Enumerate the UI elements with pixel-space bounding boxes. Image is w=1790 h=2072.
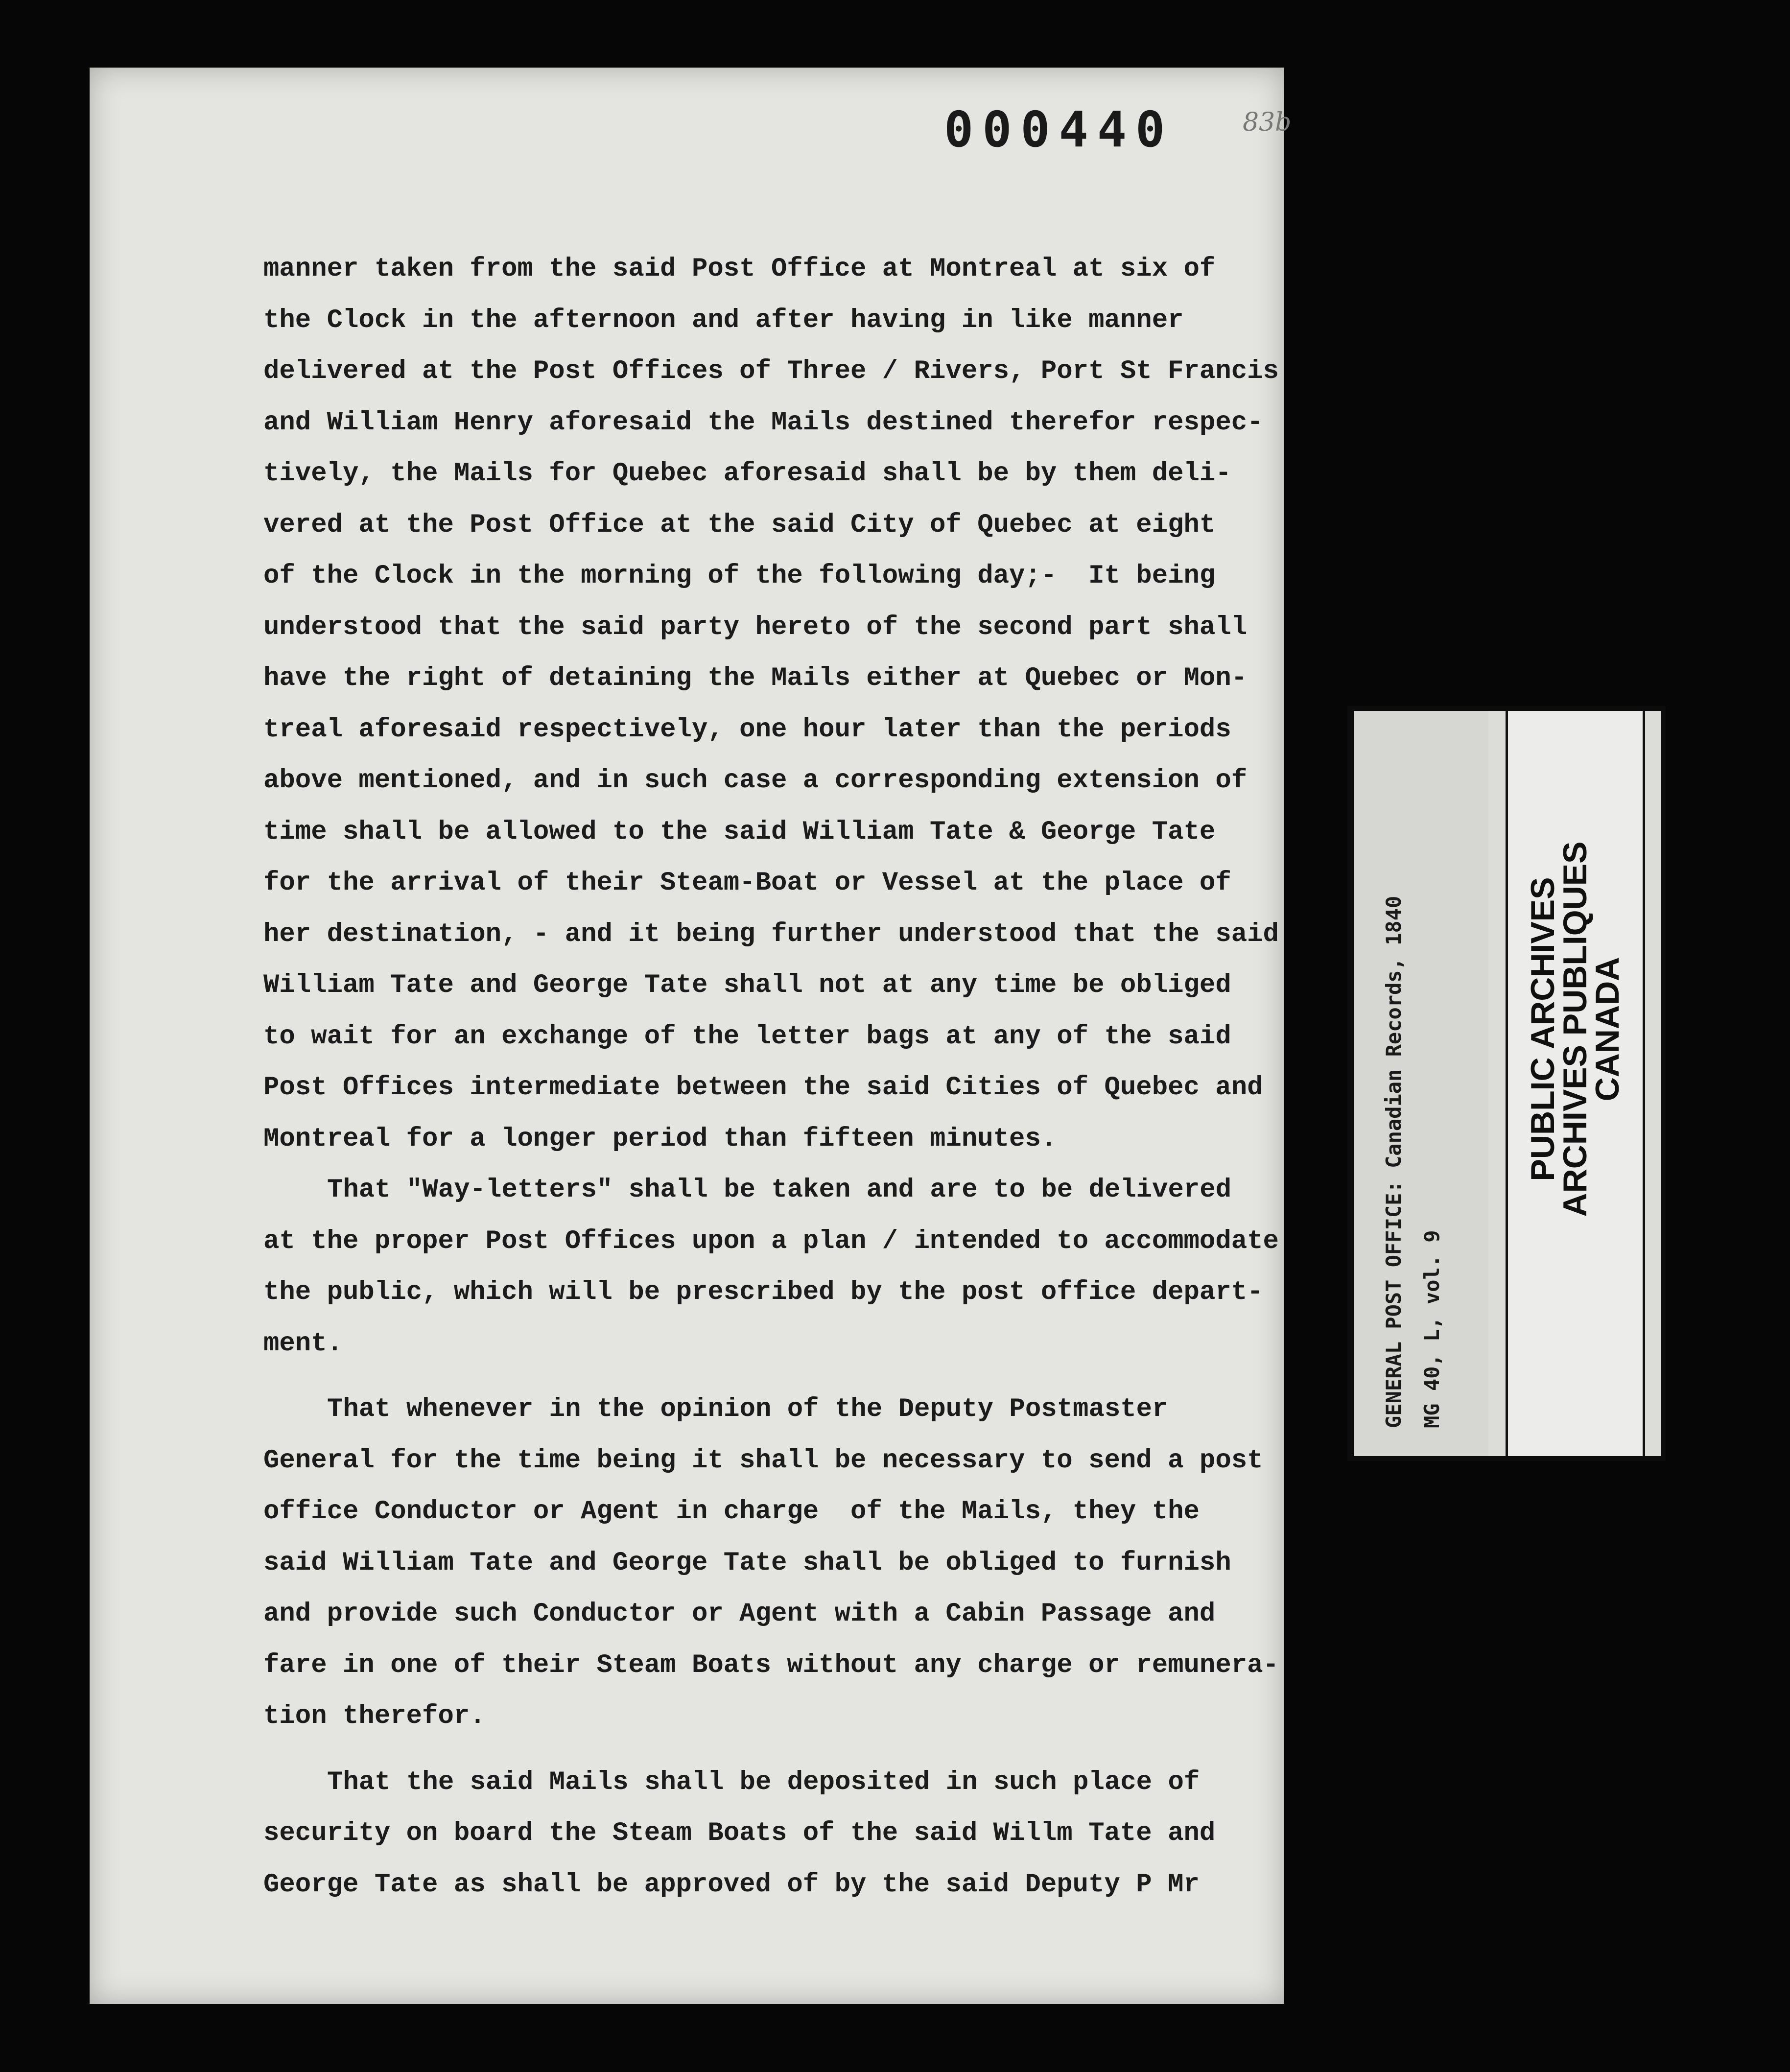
archive-label [1347,706,1666,1461]
text-line: General for the time being it shall be necessary to send a post [263,1445,1263,1476]
text-line: delivered at the Post Offices of Three / Rivers, Port St Francis [263,356,1279,386]
text-line: the Clock in the afternoon and after having in like manner [263,305,1184,335]
text-line: and provide such Conductor or Agent with a Cabin Passage and [263,1599,1216,1629]
text-line: to wait for an exchange of the letter bags at any of the said [263,1021,1231,1052]
text-line: That "Way-letters" shall be taken and are to be delivered [327,1175,1232,1205]
text-line: for the arrival of their Steam-Boat or Vessel at the place of [263,868,1231,898]
text-line: That whenever in the opinion of the Deputy Postmaster [327,1394,1168,1424]
text-line: William Tate and George Tate shall not at any time be obliged [263,970,1231,1000]
archive-name-line: CANADA [1589,957,1626,1102]
text-line: at the proper Post Offices upon a plan / intended to accommodate [263,1226,1279,1256]
text-line: understood that the said party hereto of the second part shall [263,612,1248,642]
text-line: the public, which will be prescribed by the post office depart- [263,1277,1263,1307]
archive-name-line: PUBLIC ARCHIVES [1524,877,1561,1181]
text-line: George Tate as shall be approved of by the said Deputy P Mr [263,1869,1200,1900]
paragraph [263,1384,1341,1742]
text-line: fare in one of their Steam Boats without any charge or remunera- [263,1650,1279,1680]
text-line: manner taken from the said Post Office at Montreal at six of [263,254,1216,284]
document-page [90,68,1292,2004]
text-line: Post Offices intermediate between the said Cities of Quebec and [263,1073,1263,1103]
text-line: and William Henry aforesaid the Mails destined therefor respec- [263,407,1263,438]
text-line: tion therefor. [263,1701,486,1731]
pencil-page-note: 83b [1243,108,1292,137]
paragraph-gap [263,1369,1341,1384]
archive-stamp-panel [1488,711,1661,1456]
text-line: have the right of detaining the Mails either at Quebec or Mon- [263,663,1248,693]
paragraph [263,1757,1341,1911]
text-line: Montreal for a longer period than fifteen minutes. [263,1124,1057,1154]
record-series-line: GENERAL POST OFFICE: Canadian Records, 1840 [1382,895,1406,1428]
text-line: her destination, - and it being further understood that the said [263,919,1279,949]
text-line: of the Clock in the morning of the following day;- It being [263,561,1216,591]
text-line: office Conductor or Agent in charge of the Mails, they the [263,1497,1200,1527]
text-line: security on board the Steam Boats of the said Willm Tate and [263,1818,1216,1848]
text-line: time shall be allowed to the said William Tate & George Tate [263,817,1216,847]
paragraph-gap [263,1742,1341,1757]
text-line: treal aforesaid respectively, one hour later than the periods [263,714,1231,745]
text-line: tively, the Mails for Quebec aforesaid shall be by them deli- [263,459,1231,489]
text-line: ment. [263,1328,343,1359]
folio-number: 000440 [944,101,1174,158]
text-line: vered at the Post Office at the said City of Quebec at eight [263,510,1216,540]
paragraph [263,1165,1341,1369]
archive-name-line: ARCHIVES PUBLIQUES [1556,841,1594,1217]
text-line: above mentioned, and in such case a corresponding extension of [263,766,1248,796]
text-line: That the said Mails shall be deposited in such place of [327,1767,1200,1797]
text-line: said William Tate and George Tate shall be obliged to furnish [263,1548,1231,1578]
typed-text [263,244,1341,1910]
paragraph [263,244,1341,1165]
archive-stamp-frame [1506,711,1645,1456]
record-reference-panel [1354,711,1488,1456]
archive-name [1524,779,1626,1279]
record-volume-line: MG 40, L, vol. 9 [1420,1230,1444,1428]
